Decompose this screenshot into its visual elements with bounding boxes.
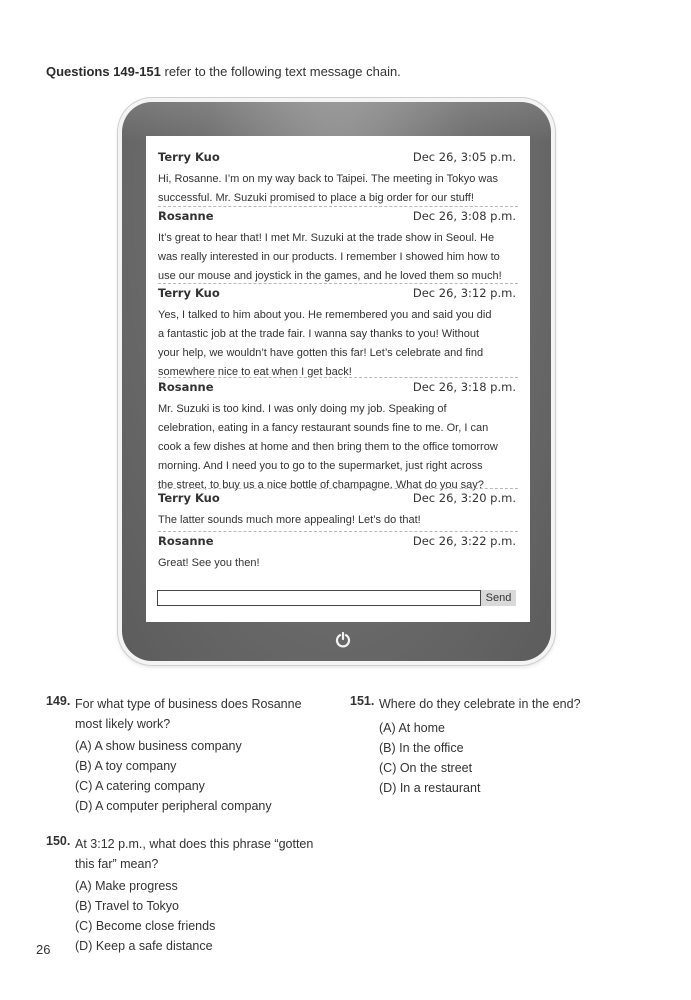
message-time: Dec 26, 3:12 p.m.	[412, 286, 516, 300]
message-body	[158, 554, 516, 573]
answer-option-b[interactable]: (B) Travel to Tokyo	[75, 899, 179, 913]
message-line: successful. Mr. Suzuki promised to place a big order for our stuff!	[158, 192, 474, 204]
message-sender: Terry Kuo	[158, 150, 220, 164]
answer-option-b[interactable]: (B) A toy company	[75, 759, 177, 773]
message	[158, 491, 516, 530]
message-line: celebration, eating in a fancy restaurant sounds fine to me. Or, I can	[158, 422, 489, 434]
question-151	[350, 694, 650, 804]
message-line: was really interested in our products. I remember I showed him how to	[158, 251, 500, 263]
question-text	[75, 834, 313, 874]
message-body	[158, 511, 516, 530]
message-time: Dec 26, 3:20 p.m.	[412, 491, 516, 505]
answer-option-d[interactable]: (D) In a restaurant	[379, 781, 481, 795]
message	[158, 534, 516, 573]
send-button[interactable]: Send	[481, 590, 516, 606]
message-time: Dec 26, 3:05 p.m.	[412, 150, 516, 164]
message-time: Dec 26, 3:22 p.m.	[412, 534, 516, 548]
message-line: Hi, Rosanne. I’m on my way back to Taipei. The meeting in Tokyo was	[158, 173, 498, 185]
message-line: your help, we wouldn’t have gotten this far! Let’s celebrate and find	[158, 347, 484, 359]
question-text	[379, 694, 581, 714]
message-divider	[158, 377, 518, 378]
message-time: Dec 26, 3:18 p.m.	[412, 380, 516, 394]
message-line: use our mouse and joystick in the games, and he loved them so much!	[158, 270, 502, 282]
message-line: morning. And I need you to go to the supermarket, just right across	[158, 460, 483, 472]
message-line: the street, to buy us a nice bottle of champagne. What do you say?	[158, 479, 484, 491]
message-divider	[158, 488, 518, 489]
answer-option-c[interactable]: (C) Become close friends	[75, 919, 216, 933]
message-sender: Rosanne	[158, 380, 214, 394]
message-sender: Terry Kuo	[158, 491, 220, 505]
message	[158, 150, 516, 208]
message-line: Yes, I talked to him about you. He remembered you and said you did	[158, 309, 492, 321]
question-number: 149.	[46, 694, 71, 708]
question-line: At 3:12 p.m., what does this phrase “gotten	[75, 837, 314, 851]
answer-option-c[interactable]: (C) On the street	[379, 761, 473, 775]
message-sender: Rosanne	[158, 534, 214, 548]
message-divider	[158, 531, 518, 532]
answer-option-a[interactable]: (A) A show business company	[75, 739, 242, 753]
message-line: Mr. Suzuki is too kind. I was only doing my job. Speaking of	[158, 403, 447, 415]
message-input[interactable]	[157, 590, 481, 606]
page-number: 26	[36, 942, 51, 957]
question-number: 150.	[46, 834, 71, 848]
message-line: The latter sounds much more appealing! Let’s do that!	[158, 514, 421, 526]
message-body	[158, 306, 516, 382]
answer-option-a[interactable]: (A) At home	[379, 721, 445, 735]
power-icon[interactable]	[335, 632, 351, 648]
answer-option-a[interactable]: (A) Make progress	[75, 879, 178, 893]
message-body	[158, 170, 516, 208]
message	[158, 209, 516, 286]
question-number: 151.	[350, 694, 375, 708]
answer-option-b[interactable]: (B) In the office	[379, 741, 464, 755]
question-line: most likely work?	[75, 717, 171, 731]
message-divider	[158, 206, 518, 207]
message-line: It’s great to hear that! I met Mr. Suzuki at the trade show in Seoul. He	[158, 232, 495, 244]
question-149	[46, 694, 346, 824]
message-line: Great! See you then!	[158, 557, 260, 569]
message	[158, 286, 516, 382]
message-divider	[158, 283, 518, 284]
question-text	[75, 694, 302, 734]
message-line: cook a few dishes at home and then bring them to the office tomorrow	[158, 441, 498, 453]
message	[158, 380, 516, 495]
answer-option-d[interactable]: (D) A computer peripheral company	[75, 799, 272, 813]
intro-text: refer to the following text message chain.	[160, 64, 401, 79]
message-line: a fantastic job at the trade fair. I wanna say thanks to you! Without	[158, 328, 480, 340]
message-screen	[146, 136, 530, 622]
message-line: somewhere nice to eat when I get back!	[158, 366, 352, 378]
message-sender: Rosanne	[158, 209, 214, 223]
question-range: Questions 149-151	[46, 64, 161, 79]
passage-intro	[46, 64, 401, 79]
question-150	[46, 834, 346, 964]
question-line: Where do they celebrate in the end?	[379, 697, 581, 711]
message-body	[158, 229, 516, 286]
question-line: For what type of business does Rosanne	[75, 697, 302, 711]
message-body	[158, 400, 516, 495]
answer-option-d[interactable]: (D) Keep a safe distance	[75, 939, 213, 953]
question-line: this far” mean?	[75, 857, 159, 871]
message-time: Dec 26, 3:08 p.m.	[412, 209, 516, 223]
answer-option-c[interactable]: (C) A catering company	[75, 779, 205, 793]
message-sender: Terry Kuo	[158, 286, 220, 300]
